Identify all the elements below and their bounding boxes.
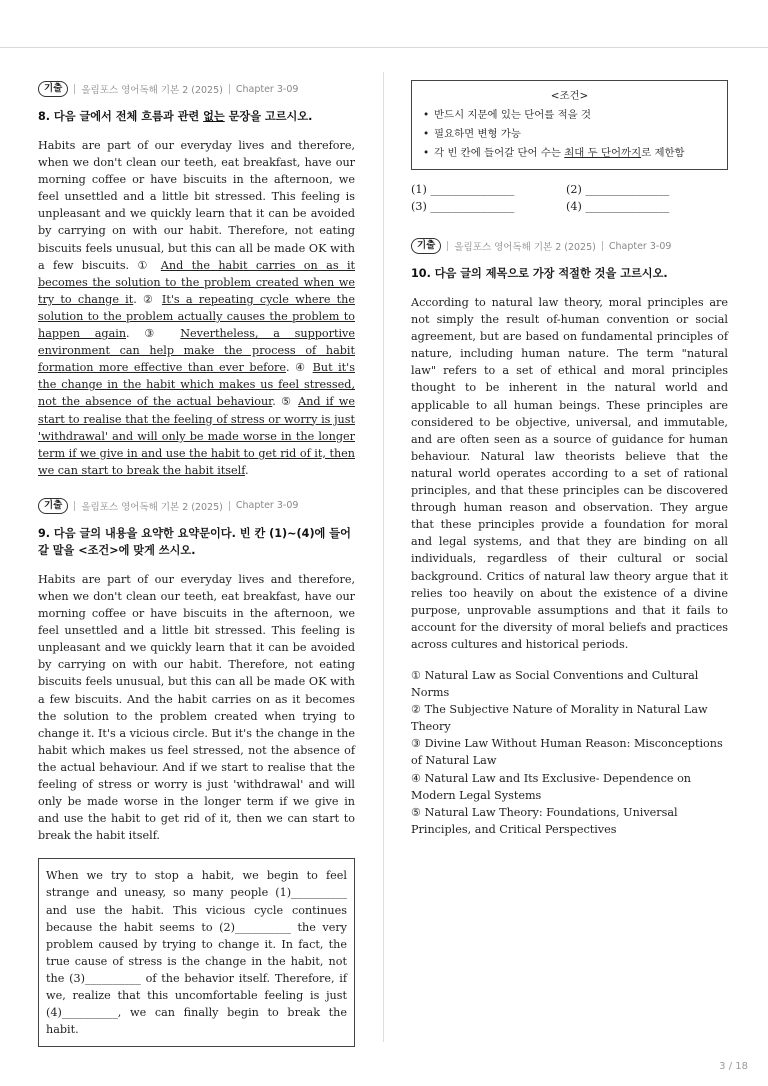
conditions-list <box>422 106 717 163</box>
q8-sentence-5: And if we start to realise that the feeling of stress or worry is just 'withdrawal' and will only be made worse in the longer term if we give in and use the habit to get rid of it, then we can start to break the habit itself <box>38 395 356 477</box>
answer-blank-2[interactable]: (2) _______________ <box>566 183 670 196</box>
q8-title <box>38 108 355 125</box>
condition-3-underlined: 최대 두 단어까지 <box>564 147 642 159</box>
q9-chapter: Chapter 3-09 <box>235 500 299 512</box>
q9-title: 9. 다음 글의 내용을 요약한 요약문이다. 빈 칸 (1)~(4)에 들어갈 말을 <조건>에 맞게 쓰시오. <box>38 526 351 557</box>
q10-source-line <box>411 237 728 255</box>
choice-3[interactable]: ③ Divine Law Without Human Reason: Misconceptions of Natural Law <box>411 737 723 768</box>
separator <box>229 501 230 511</box>
answer-blank-1[interactable]: (1) _______________ <box>411 183 515 196</box>
condition-item: • 반드시 지문에 있는 단어를 적을 것 <box>434 106 717 125</box>
separator <box>447 241 448 251</box>
q8-title-pre: 8. 다음 글에서 전체 흐름과 관련 <box>38 110 204 123</box>
conditions-title: <조건> <box>550 90 589 102</box>
q10-passage: According to natural law theory, moral principles are not simply the result of-human convention or social agreement, but are based on fundamental principles of nature, including human nature. The term "natural law" refers to a set of ethical and moral principles thought to be inherent in the natural world and applicable to all human beings. These principles are considered to be objective, universal, and immutable, and are often seen as a source of guidance for human behaviour. Natural law theorists believe that the natural world operates according to a set of rational principles, and that these principles can be discovered through human reason and observation. They argue that these principles provide a foundation for moral and legal systems, and that they are binding on all individuals, regardless of their cultural or social background. Critics of natural law theory argue that it relies too heavily on about the existence of a divine purpose, unprovable assumptions and that it fails to account for the diversity of moral beliefs and practices across cultures and historical periods. <box>411 296 728 651</box>
header-rule <box>0 47 768 48</box>
condition-3-post: 로 제한함 <box>641 147 685 159</box>
q10-choices <box>411 667 728 838</box>
q10-badge: 기출 <box>411 238 441 254</box>
q8-title-underlined: 없는 <box>203 110 225 123</box>
q8-marker-3: ③ <box>144 327 166 341</box>
q10-title: 10. 다음 글의 제목으로 가장 적절한 것을 고르시오. <box>411 267 668 280</box>
q9-source-line <box>38 497 355 515</box>
q8-sentence-2: It's a repeating cycle where the solution to the problem actually causes the problem to happen again <box>38 292 355 341</box>
q8-passage: Habits are part of our everyday lives and therefore, when we don't clean our teeth, eat breakfast, have our morning coffee or have biscuits in the afternoon, we feel unsettled and a little bit stressed. This feeling is unpleasant and we quickly learn that it can be avoided by carrying on with our habit. Therefore, not eating biscuits feels unusual, but this can all be made OK with a few biscuits. ① And the habit carries on as it becomes the solution to the problem created when we try to change it. ② It's a repeating cycle where the solution to the problem actually causes the problem to happen again. ③ Nevertheless, a supportive environment can help make the process of habit formation more effective than ever before. ④ But it's the change in the habit which makes us feel stressed, not the absence of the actual behaviour. ⑤ And if we start to realise that the feeling of stress or worry is just 'withdrawal' and will only be made worse in the longer term if we give in and use the habit to get rid of it, then we can start to break the habit itself. <box>38 139 356 477</box>
q10-chapter: Chapter 3-09 <box>608 240 672 252</box>
q8-badge: 기출 <box>38 81 68 97</box>
page-number: 3 / 18 <box>719 1061 748 1072</box>
choice-1[interactable]: ① Natural Law as Social Conventions and Cultural Norms <box>411 668 699 700</box>
choice-5[interactable]: ⑤ Natural Law Theory: Foundations, Universal Principles, and Critical Perspectives <box>411 805 678 836</box>
left-column <box>38 80 355 1047</box>
q10-source: 올림포스 영어독해 기본 2 (2025) <box>454 242 596 253</box>
q8-marker-5: ⑤ <box>281 395 293 409</box>
q9-conditions-box <box>411 80 728 170</box>
q8-source-line <box>38 80 355 98</box>
q9-source: 올림포스 영어독해 기본 2 (2025) <box>81 501 223 513</box>
q8-chapter: Chapter 3-09 <box>235 83 299 95</box>
choice-2[interactable]: ② The Subjective Nature of Morality in Natural Law Theory <box>411 703 708 734</box>
q8-sentence-3: Nevertheless, a supportive environment can help make the process of habit formation more effective than ever before <box>38 327 355 375</box>
condition-item <box>434 144 717 163</box>
q8-title-post: 문장을 고르시오. <box>224 110 313 123</box>
right-column <box>411 80 728 838</box>
answer-blank-4[interactable]: (4) _______________ <box>566 200 670 213</box>
q8-sentence-4: But it's the change in the habit which makes us feel stressed, not the absence of the actual behaviour <box>38 361 355 409</box>
separator <box>74 501 75 511</box>
q8-intro: Habits are part of our everyday lives and therefore, when we don't clean our teeth, eat breakfast, have our morning coffee or have biscuits in the afternoon, we feel unsettled and a little bit stressed. This feeling is unpleasant and we quickly learn that it can be avoided by carrying on with our habit. Therefore, not eating biscuits feels unusual, but this can all be made OK with a few biscuits. <box>38 139 355 272</box>
q8-sentence-1: And the habit carries on as it becomes the solution to the problem created when we try to change it <box>38 258 356 306</box>
q8-marker-2: ② <box>143 292 156 306</box>
q8-source: 올림포스 영어독해 기본 2 (2025) <box>81 85 223 96</box>
q9-summary-box: When we try to stop a habit, we begin to feel strange and uneasy, so many people (1)__________ and use the habit. This vicious cycle continues because the habit seems to (2)__________ the very problem caused by trying to change it. In fact, the true cause of stress is the change in the habit, not the (3)__________ of the behavior itself. Therefore, if we, realize that this uncomfortable feeling is just (4)__________, we can finally begin to break the habit. <box>38 858 355 1047</box>
separator <box>74 84 75 94</box>
choice-4[interactable]: ④ Natural Law and Its Exclusive- Dependence on Modern Legal Systems <box>411 771 692 802</box>
q8-marker-4: ④ <box>295 361 308 375</box>
q9-badge: 기출 <box>38 498 68 514</box>
q9-answer-blanks <box>411 182 728 215</box>
q8-marker-1: ① <box>137 258 153 272</box>
separator <box>602 241 603 251</box>
condition-item: • 필요하면 변형 가능 <box>434 125 717 144</box>
q9-passage: Habits are part of our everyday lives and therefore, when we don't clean our teeth, eat breakfast, have our morning coffee or have biscuits in the afternoon, we feel unsettled and a little bit stressed. This feeling is unpleasant and we quickly learn that it can be avoided by carrying on with our habit. Therefore, not eating biscuits feels unusual, but this can all be made OK with a few biscuits. And the habit carries on as it becomes the solution to the problem created when trying to change it. It's a vicious circle. But it's the change in the habit which makes us feel stressed, not the absence of the actual behaviour. And if we start to realise that the feeling of stress or worry is just 'withdrawal' and will only be made worse in the longer term if we give in and use the habit to get rid of it, then we can start to break the habit itself. <box>38 572 355 843</box>
separator <box>229 84 230 94</box>
answer-blank-3[interactable]: (3) _______________ <box>411 200 515 213</box>
column-divider <box>383 72 384 1042</box>
condition-3-pre: 각 빈 칸에 들어갈 단어 수는 <box>434 147 565 159</box>
